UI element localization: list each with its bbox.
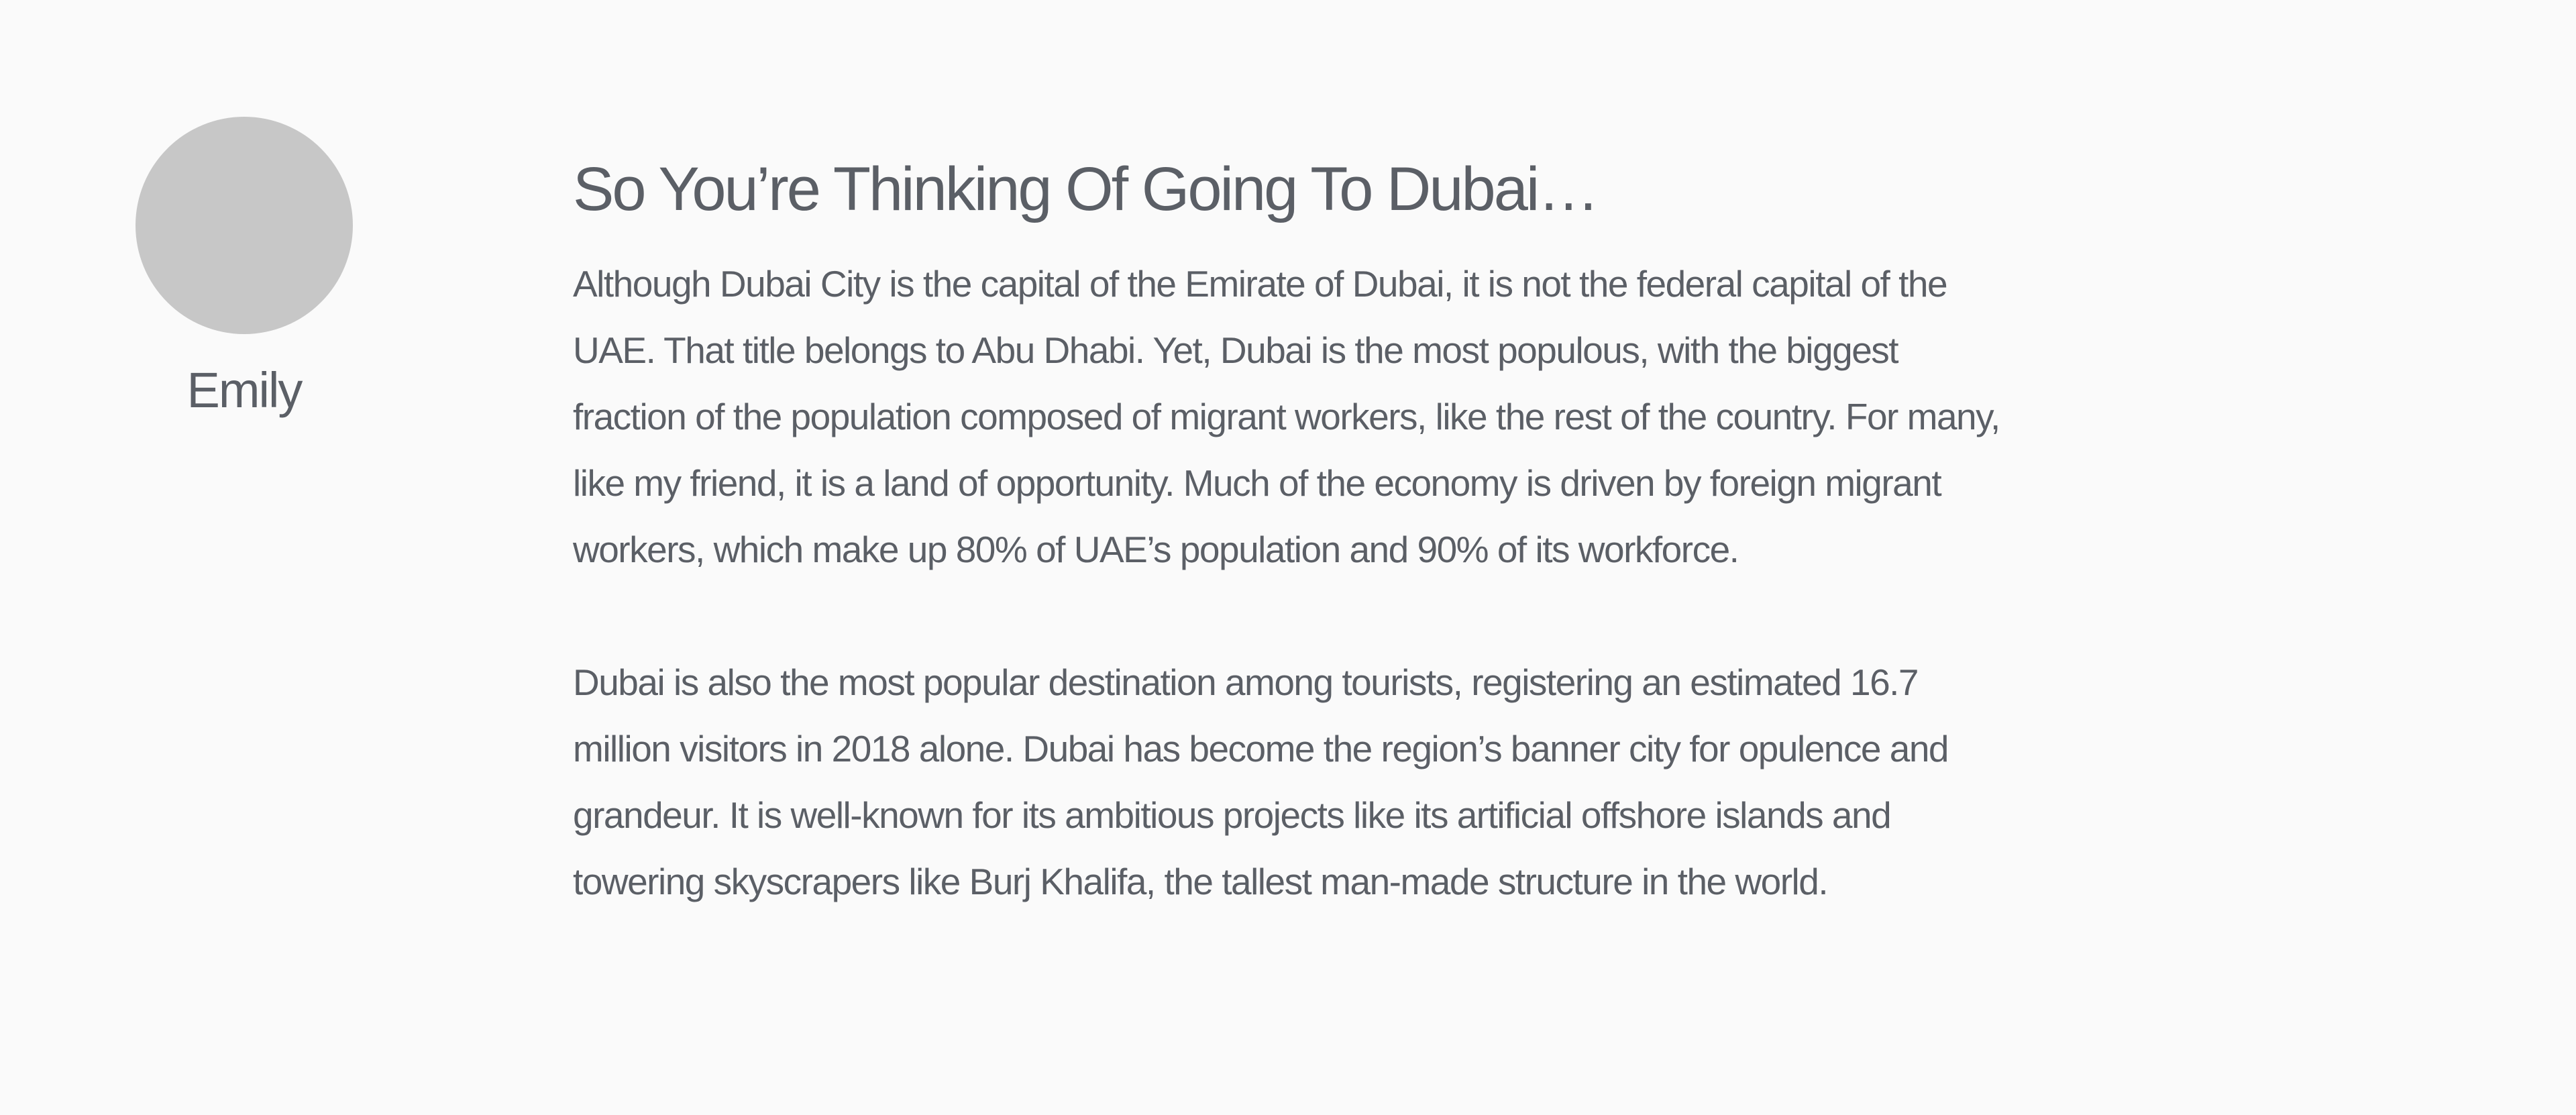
author-name: Emily: [186, 362, 302, 418]
paragraph-line: million visitors in 2018 alone. Dubai has become the region’s banner city for opulence and: [573, 728, 1949, 769]
paragraph-line: Although Dubai City is the capital of the Emirate of Dubai, it is not the federal capital of the: [573, 263, 1947, 305]
paragraph-line: UAE. That title belongs to Abu Dhabi. Yet, Dubai is the most populous, with the biggest: [573, 329, 1898, 371]
article: [573, 149, 2022, 915]
article-title: So You’re Thinking Of Going To Dubai…: [573, 155, 1598, 223]
paragraph-line: grandeur. It is well-known for its ambitious projects like its artificial offshore islands and: [573, 794, 1891, 836]
article-paragraph: [573, 649, 2022, 915]
paragraph-line: workers, which make up 80% of UAE’s population and 90% of its workforce.: [573, 529, 1739, 570]
paragraph-line: towering skyscrapers like Burj Khalifa, the tallest man-made structure in the world.: [573, 861, 1828, 902]
paragraph-line: Dubai is also the most popular destination among tourists, registering an estimated 16.7: [573, 661, 1919, 703]
article-paragraph: [573, 251, 2022, 583]
paragraph-line: fraction of the population composed of migrant workers, like the rest of the country. For many,: [573, 396, 2000, 437]
paragraph-line: like my friend, it is a land of opportunity. Much of the economy is driven by foreign migrant: [573, 462, 1941, 504]
author-card: [136, 117, 353, 419]
avatar: [136, 117, 353, 334]
